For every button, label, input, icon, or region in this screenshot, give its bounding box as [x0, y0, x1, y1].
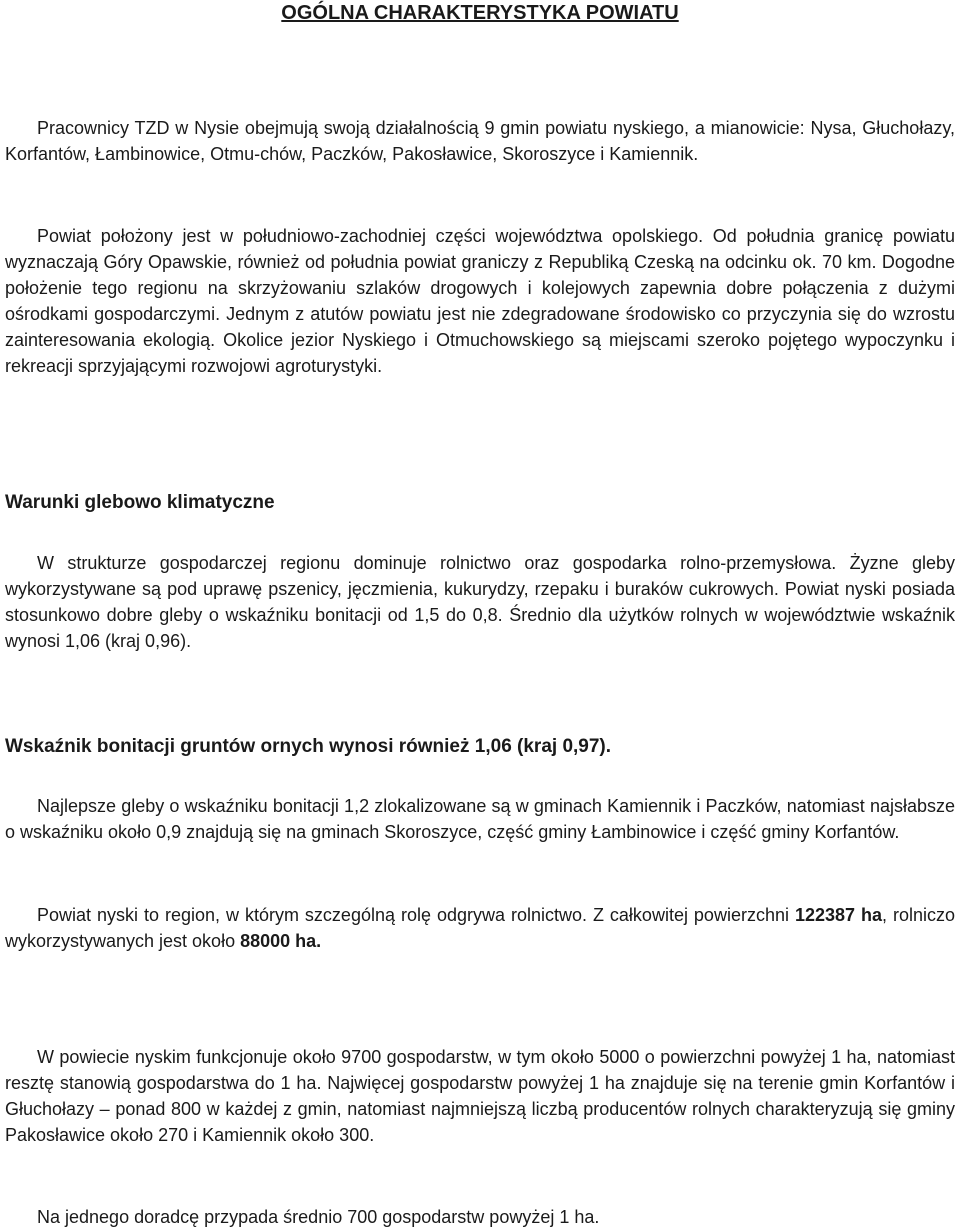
heading-soil-climate: Warunki glebowo klimatyczne — [5, 492, 275, 513]
total-area-value: 122387 ha — [794, 905, 882, 925]
text-segment: Powiat nyski to region, w którym szczególną rolę odgrywa rolnictwo. Z całkowitej powierzchni — [37, 905, 795, 925]
page-title: OGÓLNA CHARAKTERYSTYKA POWIATU — [281, 2, 679, 24]
paragraph-economy: W strukturze gospodarczej regionu dominuje rolnictwo oraz gospodarka rolno-przemysłowa. Żyzne gleby wykorzystywane są pod uprawę pszenicy, jęczmienia, kukurydzy, rzepaku i buraków cukrowych. Powiat nyski posiada stosunkowo dobre gleby o wskaźniku bonitacji od 1,5 do 0,8. Średnio dla użytków rolnych w województwie wskaźnik wynosi 1,06 (kraj 0,96). — [5, 553, 955, 651]
paragraph-location: Powiat położony jest w południowo-zachodniej części województwa opolskiego. Od południa granicę powiatu wyznaczają Góry Opawskie, również od południa powiat graniczy z Republiką Czeską na odcinku ok. 70 km. Dogodne położenie tego regionu na skrzyżowaniu szlaków drogowych i kolejowych zapewnia dobre połączenia z dużymi ośrodkami gospodarczymi. Jednym z atutów powiatu jest nie zdegradowane środowisko co przyczynia się do wzrostu zainteresowania ekologią. Okolice jezior Nyskiego i Otmuchowskiego są miejscami szeroko pojętego wypoczynku i rekreacji sprzyjającymi rozwojowi agroturystyki. — [5, 226, 955, 376]
paragraph-best-soils: Najlepsze gleby o wskaźniku bonitacji 1,2 zlokalizowane są w gminach Kamiennik i Paczków, natomiast najsłabsze o wskaźniku około 0,9 znajdują się na gminach Skoroszyce, część gminy Łambinowice i część gminy Korfantów. — [5, 796, 955, 842]
paragraph-gminy: Pracownicy TZD w Nysie obejmują swoją działalnością 9 gmin powiatu nyskiego, a mianowicie: Nysa, Głuchołazy, Korfantów, Łambinowice, Otmu-chów, Paczków, Pakosławice, Skoroszyce i Kamiennik. — [5, 118, 955, 164]
paragraph-advisor: Na jednego doradcę przypada średnio 700 gospodarstw powyżej 1 ha. — [37, 1207, 600, 1227]
heading-bonitation: Wskaźnik bonitacji gruntów ornych wynosi również 1,06 (kraj 0,97). — [5, 736, 612, 757]
agricultural-area-value: 88000 ha. — [240, 931, 322, 951]
text-segment: , rolniczo wykorzystywanych jest około — [5, 905, 955, 951]
paragraph-agriculture-area — [5, 902, 955, 954]
paragraph-farms: W powiecie nyskim funkcjonuje około 9700 gospodarstw, w tym około 5000 o powierzchni powyżej 1 ha, natomiast resztę stanowią gospodarstwa do 1 ha. Najwięcej gospodarstw powyżej 1 ha znajduje się na terenie gmin Korfantów i Głuchołazy – ponad 800 w każdej z gmin, natomiast najmniejszą liczbą producentów rolnych charakteryzują się gminy Pakosławice około 270 i Kamiennik około 300. — [5, 1047, 955, 1145]
